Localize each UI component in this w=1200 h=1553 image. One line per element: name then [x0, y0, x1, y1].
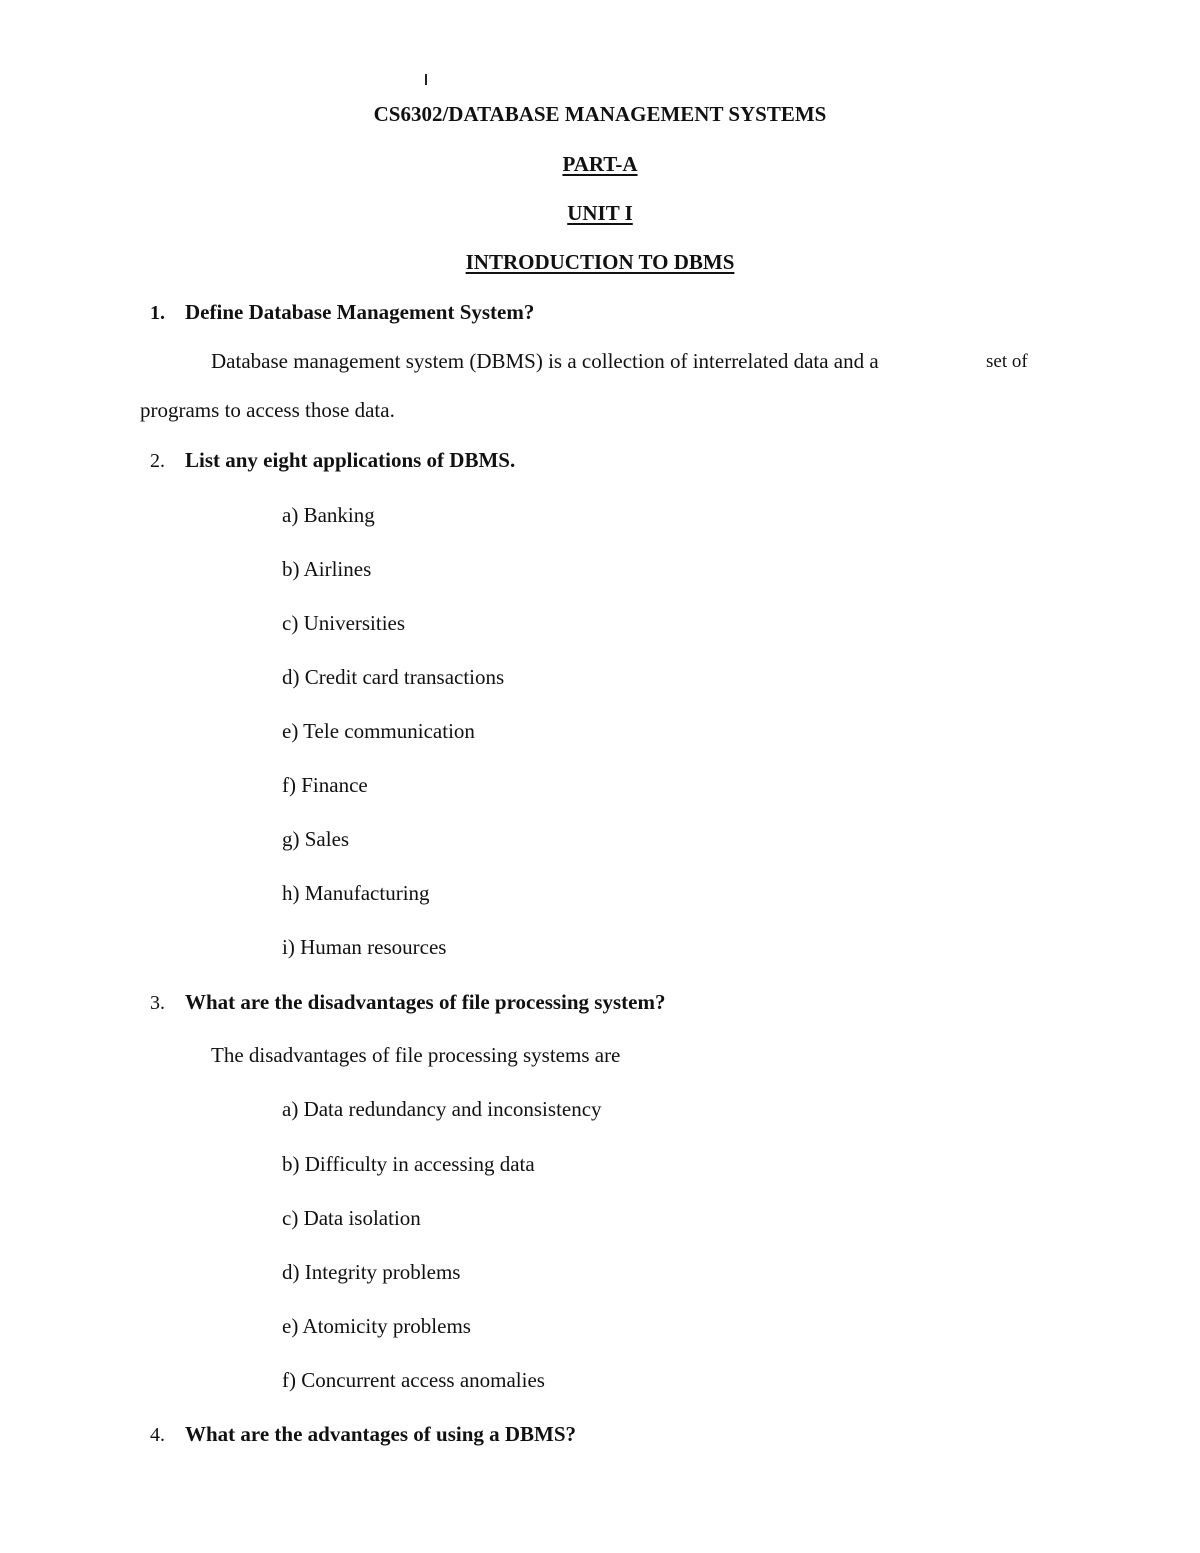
q1-answer-line-1: Database management system (DBMS) is a collection of interrelated data and a	[211, 349, 879, 373]
q1-question: Define Database Management System?	[185, 300, 535, 324]
stray-mark	[425, 74, 427, 85]
list-item: a) Banking	[282, 503, 375, 527]
q4-question: What are the advantages of using a DBMS?	[185, 1422, 577, 1446]
list-item: b) Difficulty in accessing data	[282, 1152, 535, 1176]
q1-number: 1.	[150, 302, 165, 324]
list-item: g) Sales	[282, 827, 350, 851]
q1-answer-line-1-end: set of	[986, 351, 1028, 372]
part-heading	[0, 154, 1200, 175]
q3-question: What are the disadvantages of file processing system?	[185, 990, 666, 1014]
q3-intro: The disadvantages of file processing systems are	[211, 1043, 621, 1067]
q2-question: List any eight applications of DBMS.	[185, 448, 516, 472]
unit-title-text: INTRODUCTION TO DBMS	[465, 250, 735, 274]
list-item: f) Finance	[282, 773, 368, 797]
course-title: CS6302/DATABASE MANAGEMENT SYSTEMS	[373, 102, 827, 126]
list-item: h) Manufacturing	[282, 881, 430, 905]
list-item: e) Tele communication	[282, 719, 475, 743]
list-item: c) Data isolation	[282, 1206, 421, 1230]
unit-heading	[0, 203, 1200, 224]
list-item: a) Data redundancy and inconsistency	[282, 1097, 602, 1121]
list-item: e) Atomicity problems	[282, 1314, 471, 1338]
list-item: d) Credit card transactions	[282, 665, 505, 689]
q4-number: 4.	[150, 1424, 165, 1446]
list-item: d) Integrity problems	[282, 1260, 461, 1284]
unit-title	[0, 252, 1200, 273]
list-item: i) Human resources	[282, 935, 447, 959]
list-item: c) Universities	[282, 611, 406, 635]
unit-heading-text: UNIT I	[567, 201, 633, 225]
q2-number: 2.	[150, 450, 165, 472]
part-heading-text: PART-A	[562, 152, 638, 176]
q3-number: 3.	[150, 992, 165, 1014]
list-item: f) Concurrent access anomalies	[282, 1368, 545, 1392]
list-item: b) Airlines	[282, 557, 372, 581]
q1-answer-line-2: programs to access those data.	[140, 398, 395, 422]
